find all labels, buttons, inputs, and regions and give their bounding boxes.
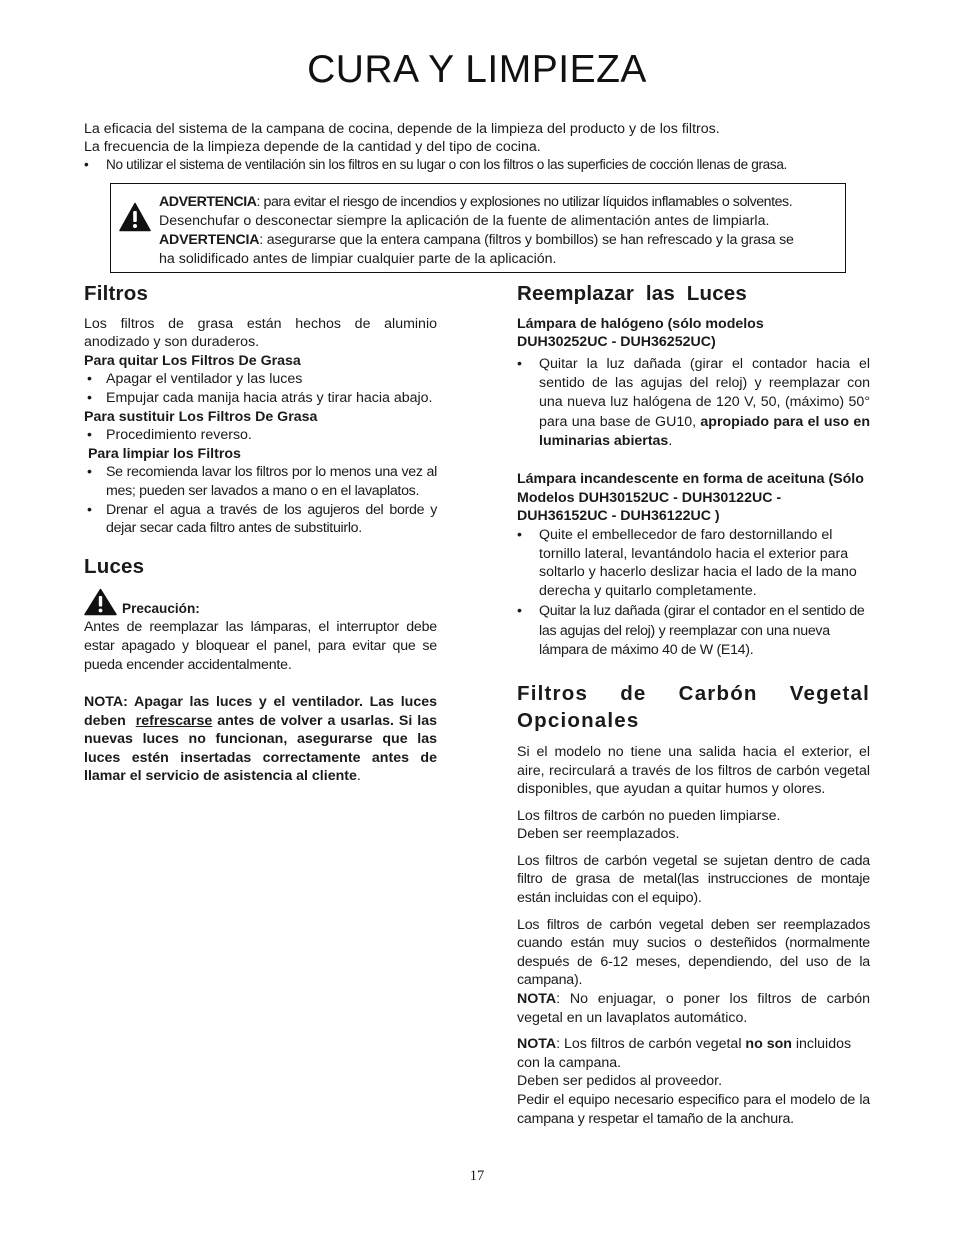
list-item: • Se recomienda lavar los filtros por lo menos una vez al mes; pueden ser lavados a mano o en el lavaplatos. (84, 463, 437, 500)
list-item: • Empujar cada manija hacia atrás y tirar hacia abajo. (84, 389, 437, 408)
halogen-item-end: . (668, 432, 673, 449)
caution-text: Antes de reemplazar las lámparas, el interruptor debe estar apagado y bloquear el panel, para evitar que se pueda encender accidentalmente. (84, 619, 437, 673)
carbon-para-3: Los filtros de carbón vegetal se sujetan dentro de cada filtro de grasa de metal(las instrucciones de montaje están incluidas con el equipo). (517, 852, 870, 907)
list-item: • Quite el embellecedor de faro destornillando el tornillo lateral, levantándolo hacia el exterior para soltarlo y hacerlo deslizar hacia el lado de la mano derecha y quitarlo completamente. (517, 526, 870, 600)
carbon-note-2-line-2: Deben ser pedidos al proveedor. (517, 1073, 723, 1090)
page-number: 17 (469, 1168, 485, 1184)
lights-note-underlined: refrescarse (135, 712, 213, 729)
right-column (517, 282, 870, 1128)
carbon-para-4: Los filtros de carbón vegetal deben ser reemplazados cuando están muy sucios o desteñidos (normalmente después de 6-12 meses, dependiendo, del uso de la campana). (517, 916, 870, 989)
reemplazar-heading: Reemplazar las Luces (517, 282, 748, 305)
incandescent-list (517, 526, 870, 661)
warning-label-1: ADVERTENCIA (159, 194, 257, 210)
carbon-note-2-label: NOTA (517, 1036, 557, 1053)
clean-filters-heading: Para limpiar los Filtros (84, 445, 241, 462)
halogen-heading: Lámpara de halógeno (sólo modelos DUH30252UC - DUH36252UC) (517, 315, 764, 351)
list-item: • Quitar la luz dañada (girar el contador en el sentido de las agujas del reloj) y reemplazar con una nueva lámpara de máximo 40 de W (E14). (517, 602, 870, 661)
carbon-para-2-line-1: Los filtros de carbón no pueden limpiarse. (517, 807, 781, 824)
clean-filters-list (84, 463, 437, 537)
list-item (517, 355, 870, 451)
filtros-description: Los filtros de grasa están hechos de aluminio anodizado y son duraderos. (84, 315, 437, 351)
carbon-heading: Filtros de Carbón Vegetal Opcionales (517, 681, 870, 732)
carbon-para-1: Si el modelo no tiene una salida hacia el exterior, el aire, recirculará a través de los filtros de carbón vegetal disponibles, que ayudan a quitar humos y olores. (517, 743, 870, 798)
intro-bullet: • No utilizar el sistema de ventilación sin los filtros en su lugar o con los filtros o las superficies de cocción llenas de grasa. (84, 156, 874, 174)
halogen-item-bold: apropiado para el uso en luminarias abiertas (539, 413, 870, 449)
halogen-item-text: Quitar la luz dañada (girar el contador hacia el sentido de las agujas del reloj) y reemplazar con una nueva luz halógena de 120 V, 50, (máximo) 50° para una base de GU10, (539, 355, 870, 430)
carbon-note-2-text-a: : Los filtros de carbón vegetal (556, 1036, 746, 1053)
intro-line-2: La frecuencia de la limpieza depende de la cantidad y del tipo de cocina. (84, 139, 541, 156)
warning-text-1b: Desenchufar o desconectar siempre la aplicación de la fuente de alimentación antes de limpiarla. (159, 213, 770, 229)
incandescent-heading: Lámpara incandescente en forma de aceituna (Sólo Modelos DUH30152UC - DUH30122UC - DUH36152UC - DUH36122UC ) (517, 471, 864, 525)
carbon-note-1 (517, 990, 870, 1027)
list-item: • Procedimiento reverso. (84, 426, 437, 445)
warning-box (110, 183, 846, 273)
warning-text-1a: : para evitar el riesgo de incendios y explosiones no utilizar líquidos inflamables o solventes. (256, 194, 793, 210)
carbon-note-2-line-3: Pedir el equipo necesario especifico para el modelo de la campana y respetar el tamaño de la anchura. (517, 1092, 870, 1127)
warning-text-2b: ha solidificado antes de limpiar cualquier parte de la aplicación. (159, 251, 557, 267)
warning-text-2a: : asegurarse que la entera campana (filtros y bombillos) se han refrescado y la grasa se (259, 232, 794, 248)
carbon-para-2-line-2: Deben ser reemplazados. (517, 826, 680, 843)
list-item: • Drenar el agua a través de los agujeros del borde y dejar secar cada filtro antes de substituirlo. (84, 501, 437, 538)
caution-row (84, 588, 437, 618)
halogen-list (517, 355, 870, 451)
lights-note-part-a: NOTA: Apagar las luces y el ventilador. Las luces deben (84, 694, 441, 729)
replace-filters-heading: Para sustituir Los Filtros De Grasa (84, 408, 318, 425)
lights-note-part-b: antes de volver a usarlas. Si las nuevas luces no funcionan, asegurarse que las luces estén insertadas correctamente antes de llamar el servicio de asistencia al cliente (84, 712, 437, 785)
list-item: • Apagar el ventilador y las luces (84, 370, 437, 389)
warning-triangle-icon (84, 588, 117, 616)
intro-section (84, 120, 874, 175)
replace-filters-list (84, 426, 437, 445)
intro-line-1: La eficacia del sistema de la campana de cocina, depende de la limpieza del producto y de los filtros. (84, 121, 720, 137)
filtros-heading: Filtros (84, 282, 149, 305)
caution-label: Precaución: (122, 601, 200, 617)
carbon-note-2 (517, 1035, 870, 1072)
carbon-note-2-bold: no son (745, 1036, 792, 1053)
lights-note (84, 693, 441, 786)
warning-text (159, 193, 843, 269)
warning-triangle-icon (119, 202, 151, 232)
remove-filters-heading: Para quitar Los Filtros De Grasa (84, 352, 301, 369)
remove-filters-list (84, 370, 437, 407)
lights-note-end: . (356, 768, 361, 785)
warning-label-2: ADVERTENCIA (159, 232, 260, 248)
carbon-note-1-label: NOTA (517, 991, 557, 1008)
page-title: CURA Y LIMPIEZA (307, 48, 647, 91)
carbon-note-1-text: : No enjuagar, o poner los filtros de carbón vegetal en un lavaplatos automático. (517, 991, 870, 1026)
left-column (84, 282, 441, 786)
carbon-note-2-text-b: incluidos con la campana. (517, 1036, 852, 1071)
luces-heading: Luces (84, 554, 145, 578)
